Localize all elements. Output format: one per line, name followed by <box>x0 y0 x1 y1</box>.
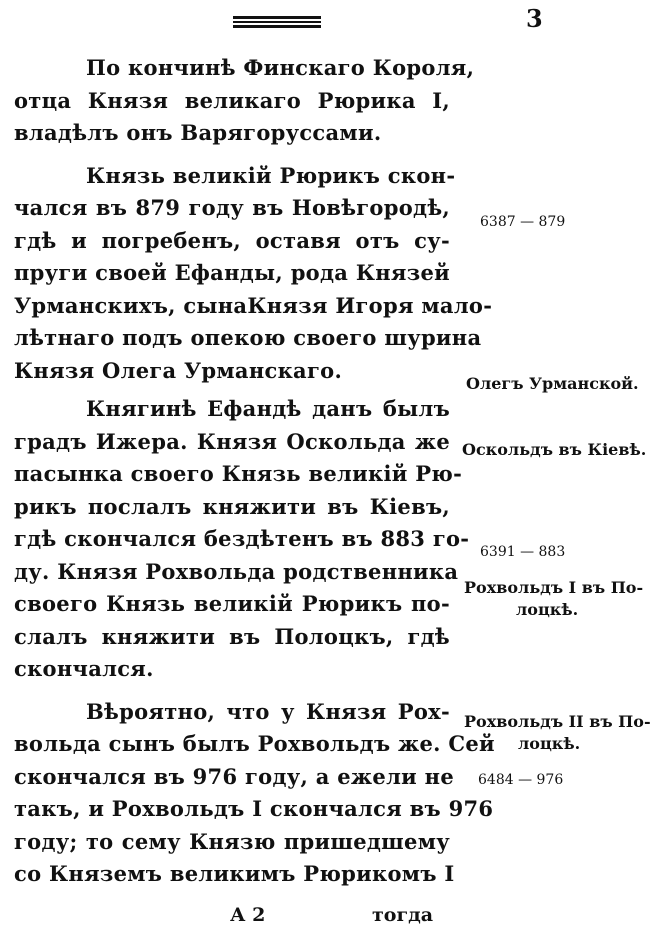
text-line: Князя Олега Урманскаго. <box>14 357 343 383</box>
text-line: рикъ послалъ княжити въ Кіевъ, <box>14 493 450 519</box>
text-line: гдѣ и погребенъ, оставя отъ су- <box>14 227 450 253</box>
marginal-date: 6391 — 883 <box>480 544 566 560</box>
marginal-note: Рохвольдъ II въ По- <box>464 712 651 731</box>
marginal-note: лоцкѣ. <box>516 600 579 619</box>
text-line: слалъ княжити въ Полоцкъ, гдѣ <box>14 623 450 649</box>
marginal-date: 6484 — 976 <box>478 772 564 788</box>
marginal-note: Оскольдъ въ Кіевѣ. <box>462 440 647 459</box>
text-line: отца Князя великаго Рюрика I, <box>14 87 450 113</box>
text-line: своего Князь великій Рюрикъ по- <box>14 591 450 616</box>
marginal-note: Олегъ Урманской. <box>466 374 639 393</box>
paragraph <box>14 52 475 150</box>
main-text-column <box>14 52 495 891</box>
paragraph <box>14 393 470 686</box>
paragraph <box>14 160 493 388</box>
text-line: владѣлъ онъ Варягоруссами. <box>14 120 382 145</box>
page-number: 3 <box>526 4 543 33</box>
marginal-note: Рохвольдъ I въ По- <box>464 578 644 597</box>
text-line: такъ, и Рохвольдъ I скончался въ 976 <box>14 796 494 821</box>
text-line: Урманскихъ, сынаКнязя Игоря мало- <box>14 292 493 318</box>
text-line: Вѣроятно, что у Князя Рох- <box>86 698 450 724</box>
text-line: пасынка своего Князь великій Рю- <box>14 461 463 486</box>
text-line: скончался. <box>14 656 154 681</box>
signature-mark: А 2 <box>230 904 266 926</box>
text-line: лѣтнаго подъ опекою своего шурина <box>14 325 482 350</box>
text-line: ду. Князя Рохвольда родственника <box>14 558 459 584</box>
text-line: гдѣ скончался бездѣтенъ въ 883 го- <box>14 526 470 551</box>
marginal-date: 6387 — 879 <box>480 214 566 230</box>
header-ornament <box>233 14 321 30</box>
paragraph <box>14 696 495 891</box>
text-line: Княгинѣ Ефандѣ данъ былъ <box>86 396 450 421</box>
text-line: градъ Ижера. Князя Оскольда же <box>14 428 450 454</box>
text-line: По кончинѣ Финскаго Короля, <box>86 55 475 80</box>
catchword: тогда <box>372 904 434 926</box>
text-line: чался въ 879 году въ Новѣгородѣ, <box>14 195 450 220</box>
text-line: вольда сынъ былъ Рохвольдъ же. Сей <box>14 731 495 756</box>
text-line: Князь великій Рюрикъ скон- <box>86 162 456 188</box>
text-line: скончался въ 976 году, а ежели не <box>14 763 454 789</box>
marginal-note: лоцкѣ. <box>518 734 581 753</box>
text-line: пруги своей Ефанды, рода Князей <box>14 260 450 285</box>
text-line: со Княземъ великимъ Рюрикомъ I <box>14 861 455 886</box>
text-line: году; то сему Князю пришедшему <box>14 828 450 854</box>
ornament-rule <box>233 16 321 19</box>
ornament-rule <box>233 25 321 28</box>
ornament-rule <box>233 21 321 23</box>
